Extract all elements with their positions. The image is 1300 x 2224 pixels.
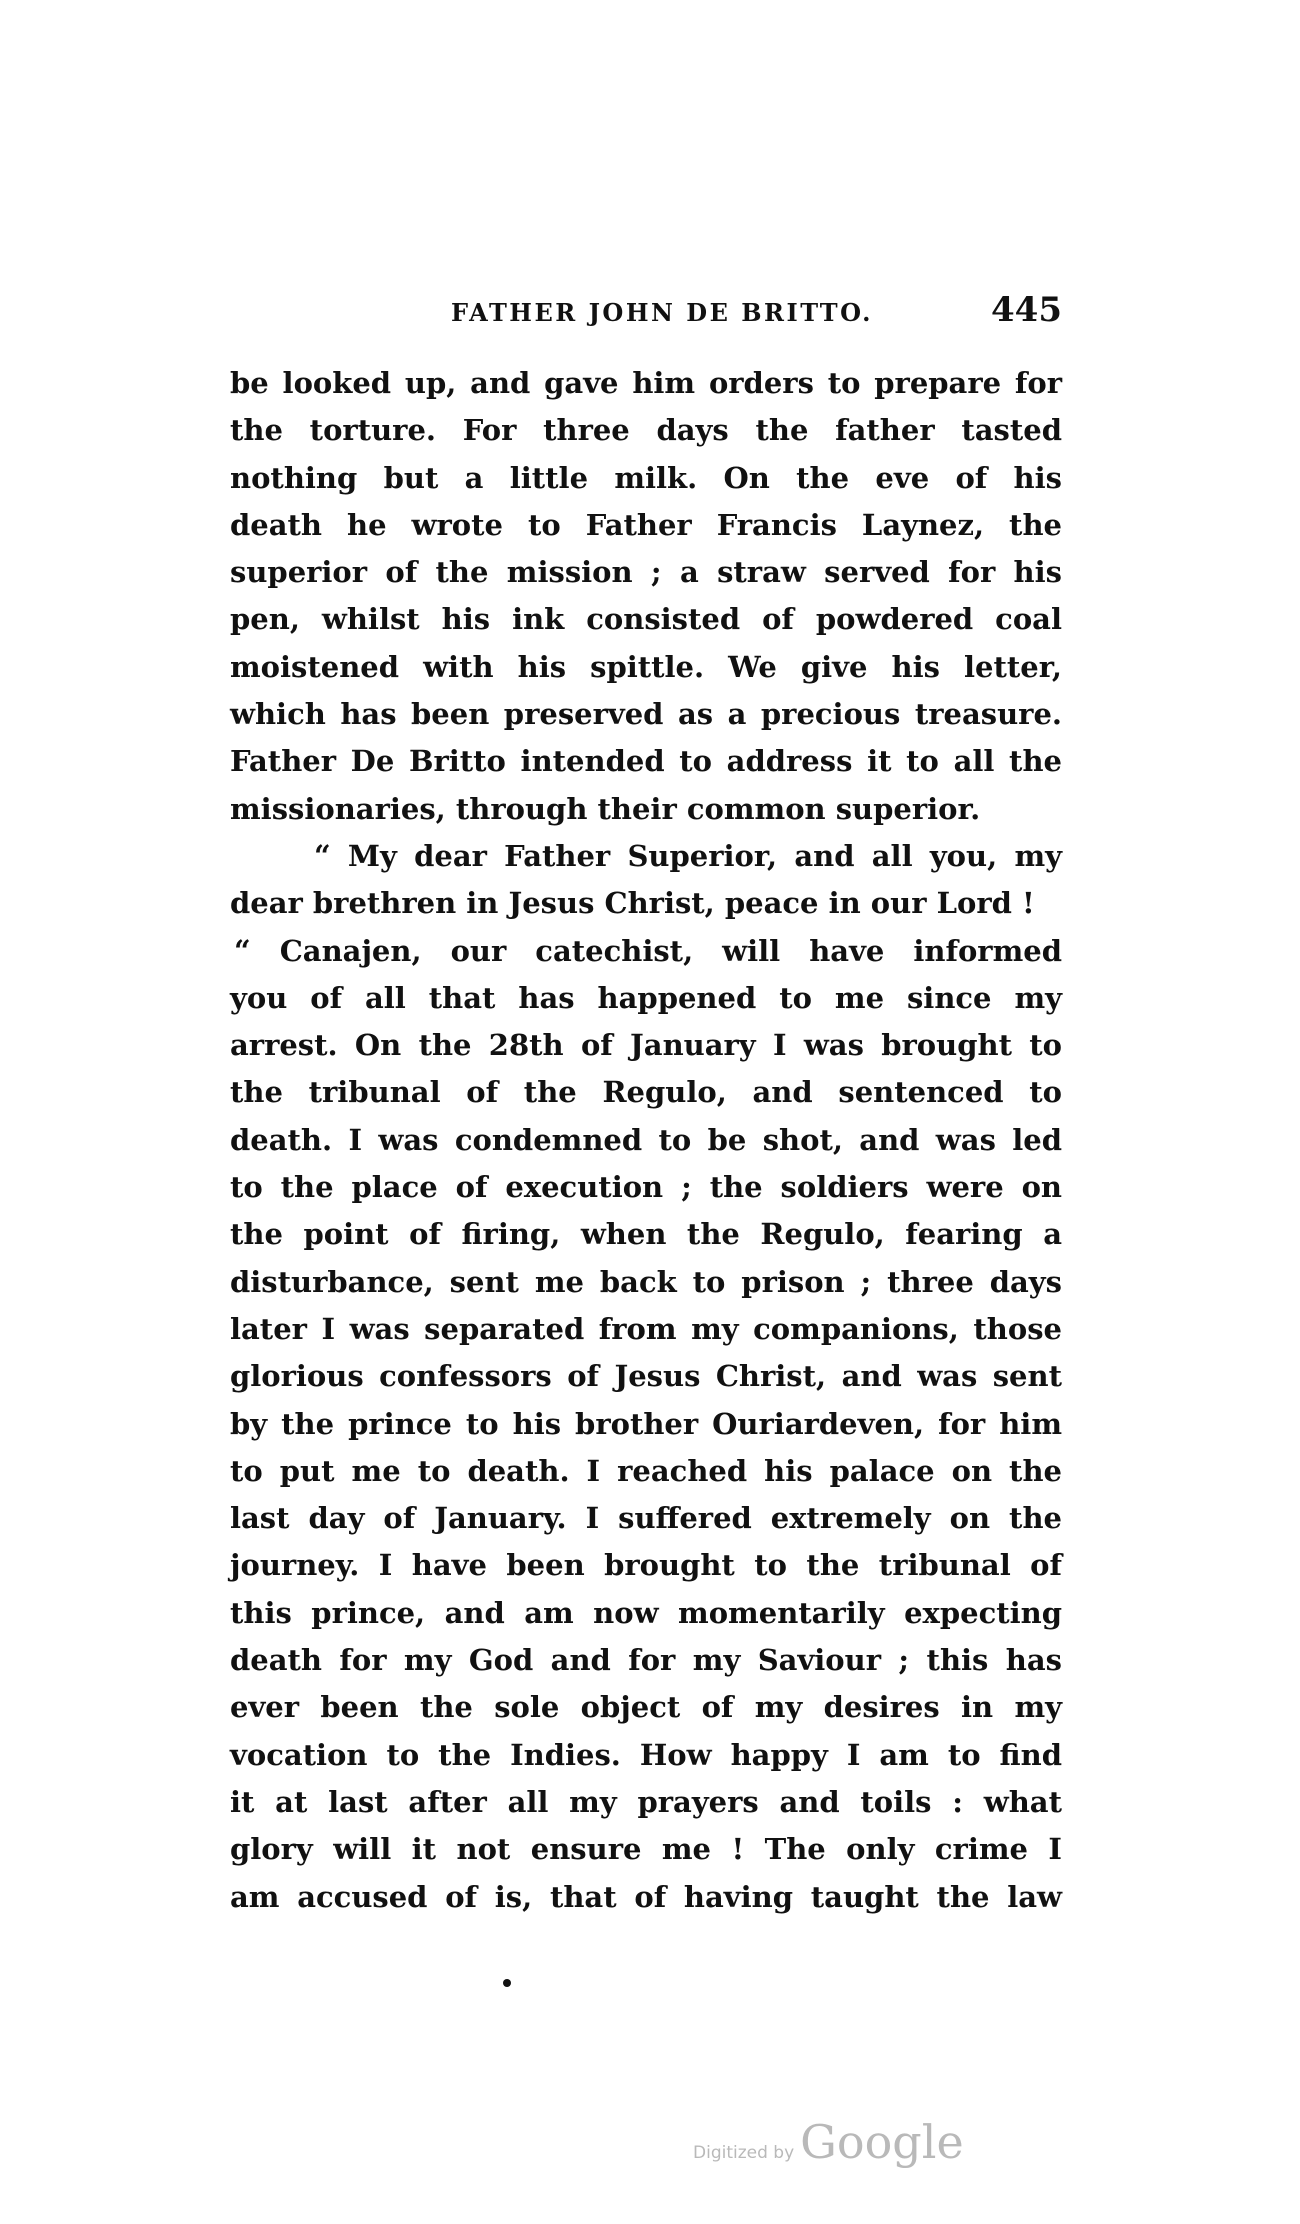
running-title: FATHER JOHN DE BRITTO. xyxy=(451,298,873,327)
digitized-watermark xyxy=(693,2115,964,2169)
body-text xyxy=(230,360,1062,1921)
text-line: ever been the sole object of my desires in my xyxy=(230,1690,1062,1725)
text-line: dear brethren in Jesus Christ, peace in our Lord ! xyxy=(230,886,1035,921)
text-line: am accused of is, that of having taught the law xyxy=(230,1879,1062,1914)
text-line: moistened with his spittle. We give his letter, xyxy=(230,649,1062,684)
ink-dot xyxy=(503,1979,511,1987)
text-line: to the place of execution ; the soldiers were on xyxy=(230,1170,1062,1205)
text-line: the torture. For three days the father tasted xyxy=(230,413,1062,448)
text-line: be looked up, and gave him orders to prepare for xyxy=(230,366,1062,400)
text-line: Father De Britto intended to address it to all the xyxy=(230,744,1062,779)
text-line: by the prince to his brother Ouriardeven, for him xyxy=(230,1406,1062,1441)
text-line: pen, whilst his ink consisted of powdered coal xyxy=(230,602,1062,637)
watermark-label: Digitized by xyxy=(693,2143,795,2163)
text-line: glorious confessors of Jesus Christ, and was sent xyxy=(230,1359,1062,1394)
google-logo: Google xyxy=(800,2115,964,2169)
text-line: which has been preserved as a precious treasure. xyxy=(230,697,1062,732)
text-line: the tribunal of the Regulo, and sentenced to xyxy=(230,1075,1062,1110)
text-line: missionaries, through their common superior. xyxy=(230,791,981,826)
text-line: “ My dear Father Superior, and all you, my xyxy=(314,838,1062,873)
text-line: you of all that has happened to me since my xyxy=(230,980,1062,1015)
running-head xyxy=(230,290,1062,334)
text-line: vocation to the Indies. How happy I am to find xyxy=(230,1737,1062,1772)
text-line: journey. I have been brought to the tribunal of xyxy=(230,1548,1062,1583)
text-line: death for my God and for my Saviour ; this has xyxy=(230,1643,1062,1678)
text-line: this prince, and am now momentarily expecting xyxy=(230,1595,1062,1630)
text-line: it at last after all my prayers and toils : what xyxy=(230,1784,1062,1819)
text-line: “ Canajen, our catechist, will have informed xyxy=(234,933,1062,968)
text-line: last day of January. I suffered extremely on the xyxy=(230,1501,1062,1536)
text-line: later I was separated from my companions, those xyxy=(230,1311,1062,1346)
text-line: death. I was condemned to be shot, and was led xyxy=(230,1122,1062,1157)
text-line: the point of firing, when the Regulo, fearing a xyxy=(230,1217,1062,1252)
page-number: 445 xyxy=(991,290,1062,330)
text-line: to put me to death. I reached his palace on the xyxy=(230,1453,1062,1488)
text-line: death he wrote to Father Francis Laynez, the xyxy=(230,507,1062,542)
text-line: nothing but a little milk. On the eve of his xyxy=(230,460,1062,495)
text-line: superior of the mission ; a straw served for his xyxy=(230,555,1062,590)
text-line: disturbance, sent me back to prison ; three days xyxy=(230,1264,1062,1299)
text-line: arrest. On the 28th of January I was brought to xyxy=(230,1028,1062,1063)
text-line: glory will it not ensure me ! The only crime I xyxy=(230,1832,1062,1867)
